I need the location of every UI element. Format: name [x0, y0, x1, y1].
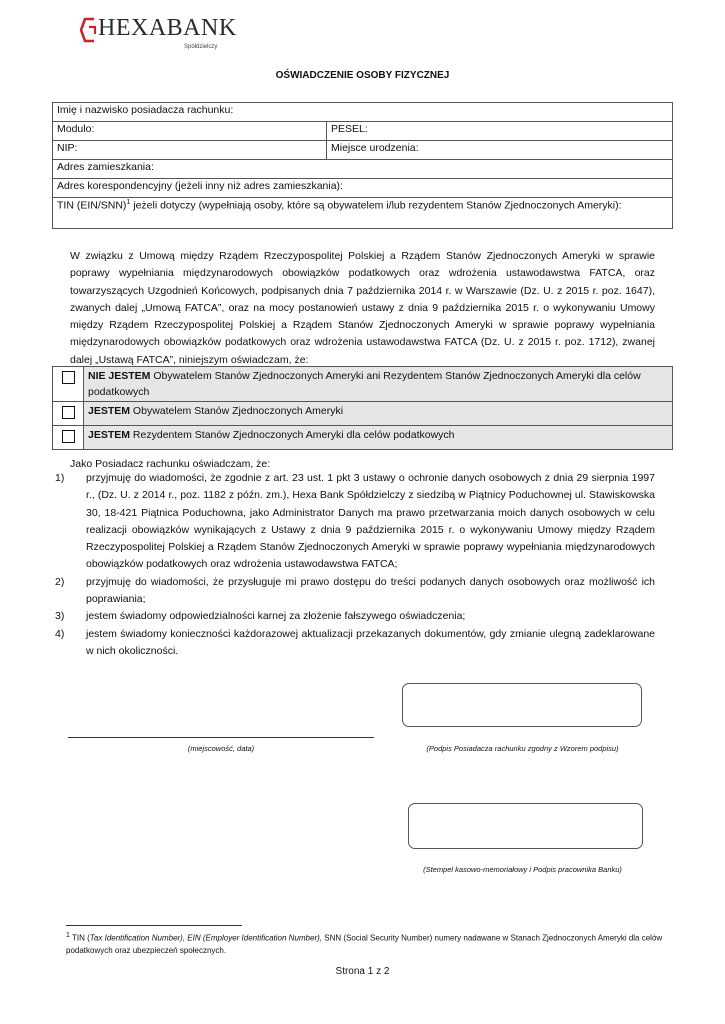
checkbox[interactable]	[62, 406, 75, 419]
option-text: Obywatelem Stanów Zjednoczonych Ameryki	[130, 405, 344, 417]
option-us-resident	[84, 426, 673, 450]
modulo-field[interactable]: Modulo:	[53, 122, 327, 141]
item-text: przyjmuję do wiadomości, że przysługuje mi prawo dostępu do treści podanych danych osobowych oraz możliwość ich poprawiania;	[86, 575, 655, 606]
place-date-line[interactable]	[68, 737, 374, 738]
footnote-italic-text: Tax Identification Number), EIN (Employer Identification Number),	[89, 933, 323, 943]
declaration-list	[52, 470, 655, 660]
tin-footnote-ref: 1	[126, 199, 131, 206]
declaration-item	[52, 574, 655, 609]
intro-paragraph: W związku z Umową między Rządem Rzeczypospolitej Polskiej a Rządem Stanów Zjednoczonych Ameryki w sprawie poprawy wypełniania międzynarodowych obowiązków podatkowych oraz wdrożenia ustawodawstwa FATCA, oraz towarzyszących Uzgodnień Końcowych, podpisanych dnia 7 października 2014 r. w Warszawie (Dz. U. z 2015 r. poz. 1647), zwanych dalej „Umową FATCA”, oraz na mocy postanowień ustawy z dnia 9 października 2015 r. o wykonywaniu Umowy między Rządem Rzeczypospolitej Polskiej a Rządem Stanów Zjednoczonych Ameryki w sprawie poprawy wypełniania międzynarodowych obowiązków podatkowych oraz wdrożenia ustawodawstwa FATCA (Dz. U. z 2015 r. poz. 1712), zwanej dalej „Ustawą FATCA”, niniejszym oświadczam, że:	[70, 250, 655, 366]
option-us-citizen	[84, 402, 673, 426]
address-field[interactable]: Adres zamieszkania:	[53, 160, 673, 179]
document-title: OŚWIADCZENIE OSOBY FIZYCZNEJ	[275, 70, 450, 81]
checkbox[interactable]	[62, 371, 75, 384]
option-not-us	[84, 367, 673, 402]
item-text: jestem świadomy konieczności każdorazowej aktualizacji przekazanych dokumentów, gdy zmianie ulegną zadeklarowane w nich okoliczności.	[86, 627, 655, 657]
name-field[interactable]: Imię i nazwisko posiadacza rachunku:	[53, 103, 673, 122]
item-number: 4)	[55, 627, 65, 640]
checkbox[interactable]	[62, 430, 75, 443]
birthplace-field[interactable]: Miejsce urodzenia:	[327, 141, 673, 160]
footnote	[66, 930, 666, 957]
place-date-caption: (miejscowość, data)	[187, 744, 255, 753]
option-us-resident-checkbox-cell[interactable]	[53, 426, 84, 450]
declaration-lead: Jako Posiadacz rachunku oświadczam, że:	[70, 458, 271, 470]
tin-field[interactable]	[53, 198, 673, 229]
bank-stamp-box[interactable]	[408, 803, 643, 849]
option-bold-label: JESTEM	[88, 405, 131, 417]
fatca-status-options	[52, 366, 673, 450]
declaration-item	[52, 470, 655, 574]
pesel-field[interactable]: PESEL:	[327, 122, 673, 141]
holder-signature-caption: (Podpis Posiadacza rachunku zgodny z Wzorem podpisu)	[426, 744, 619, 753]
footnote-text: TIN (	[69, 933, 90, 943]
page-number: Strona 1 z 2	[335, 966, 390, 977]
footnote-divider	[66, 925, 242, 926]
tin-label-prefix: TIN (EIN/SNN)	[57, 199, 127, 212]
correspondence-address-field[interactable]: Adres korespondencyjny (jeżeli inny niż adres zamieszkania):	[53, 179, 673, 198]
logo-text: HEXABANK	[98, 15, 237, 41]
logo-subtitle: Spółdzielczy	[184, 44, 218, 50]
option-bold-label: NIE JESTEM	[88, 370, 151, 382]
bank-logo	[80, 14, 240, 48]
item-text: jestem świadomy odpowiedzialności karnej za złożenie fałszywego oświadczenia;	[86, 610, 466, 623]
hexagon-logo-icon	[80, 15, 98, 45]
bank-stamp-caption: (Stempel kasowo-memoriałowy i Podpis pracownika Banku)	[423, 865, 622, 874]
declaration-item	[52, 626, 655, 661]
option-bold-label: JESTEM	[88, 429, 131, 441]
personal-data-table	[52, 102, 673, 229]
item-number: 1)	[55, 472, 65, 484]
item-text: przyjmuję do wiadomości, że zgodnie z art. 23 ust. 1 pkt 3 ustawy o ochronie danych osobowych z dnia 29 sierpnia 1997 r., (Dz. U. z 2014 r., poz. 1182 z późn. zm.), Hexa Bank Spółdzielczy z siedzibą w Piątnicy Poduchownej ul. Stawiskowska 30, 18-421 Piątnica Poduchowna, jako Administrator Danych ma prawo przetwarzania moich danych osobowych w celu realizacji obowiązków wynikających z Ustawy z dnia 9 października 2015 r. o wykonywaniu Umowy między Rządem Rzeczypospolitej Polskiej a Rządem Stanów Zjednoczonych Ameryki w sprawie poprawy wypełniania międzynarodowych obowiązków podatkowych oraz wdrożenia ustawodawstwa FATCA;	[86, 472, 655, 571]
item-number: 2)	[55, 575, 65, 588]
footnote-text: SNN (Social Security Number) numery nadawane w Stanach Zjednoczonych Ameryki dla celów podatkowych oraz ubezpieczeń społecznych.	[66, 933, 663, 955]
declaration-item	[52, 608, 655, 625]
item-number: 3)	[55, 610, 65, 623]
holder-signature-box[interactable]	[402, 683, 642, 727]
tin-label-suffix: jeżeli dotyczy (wypełniają osoby, które są obywatelem i/lub rezydentem Stanów Zjednoczonych Ameryki):	[130, 199, 622, 212]
nip-field[interactable]: NIP:	[53, 141, 327, 160]
option-not-us-checkbox-cell[interactable]	[53, 367, 84, 402]
footnote-marker: 1	[66, 932, 70, 939]
option-text: Rezydentem Stanów Zjednoczonych Ameryki dla celów podatkowych	[130, 429, 455, 441]
option-us-citizen-checkbox-cell[interactable]	[53, 402, 84, 426]
option-text: Obywatelem Stanów Zjednoczonych Ameryki ani Rezydentem Stanów Zjednoczonych Ameryki dla celów podatkowych	[88, 370, 641, 398]
